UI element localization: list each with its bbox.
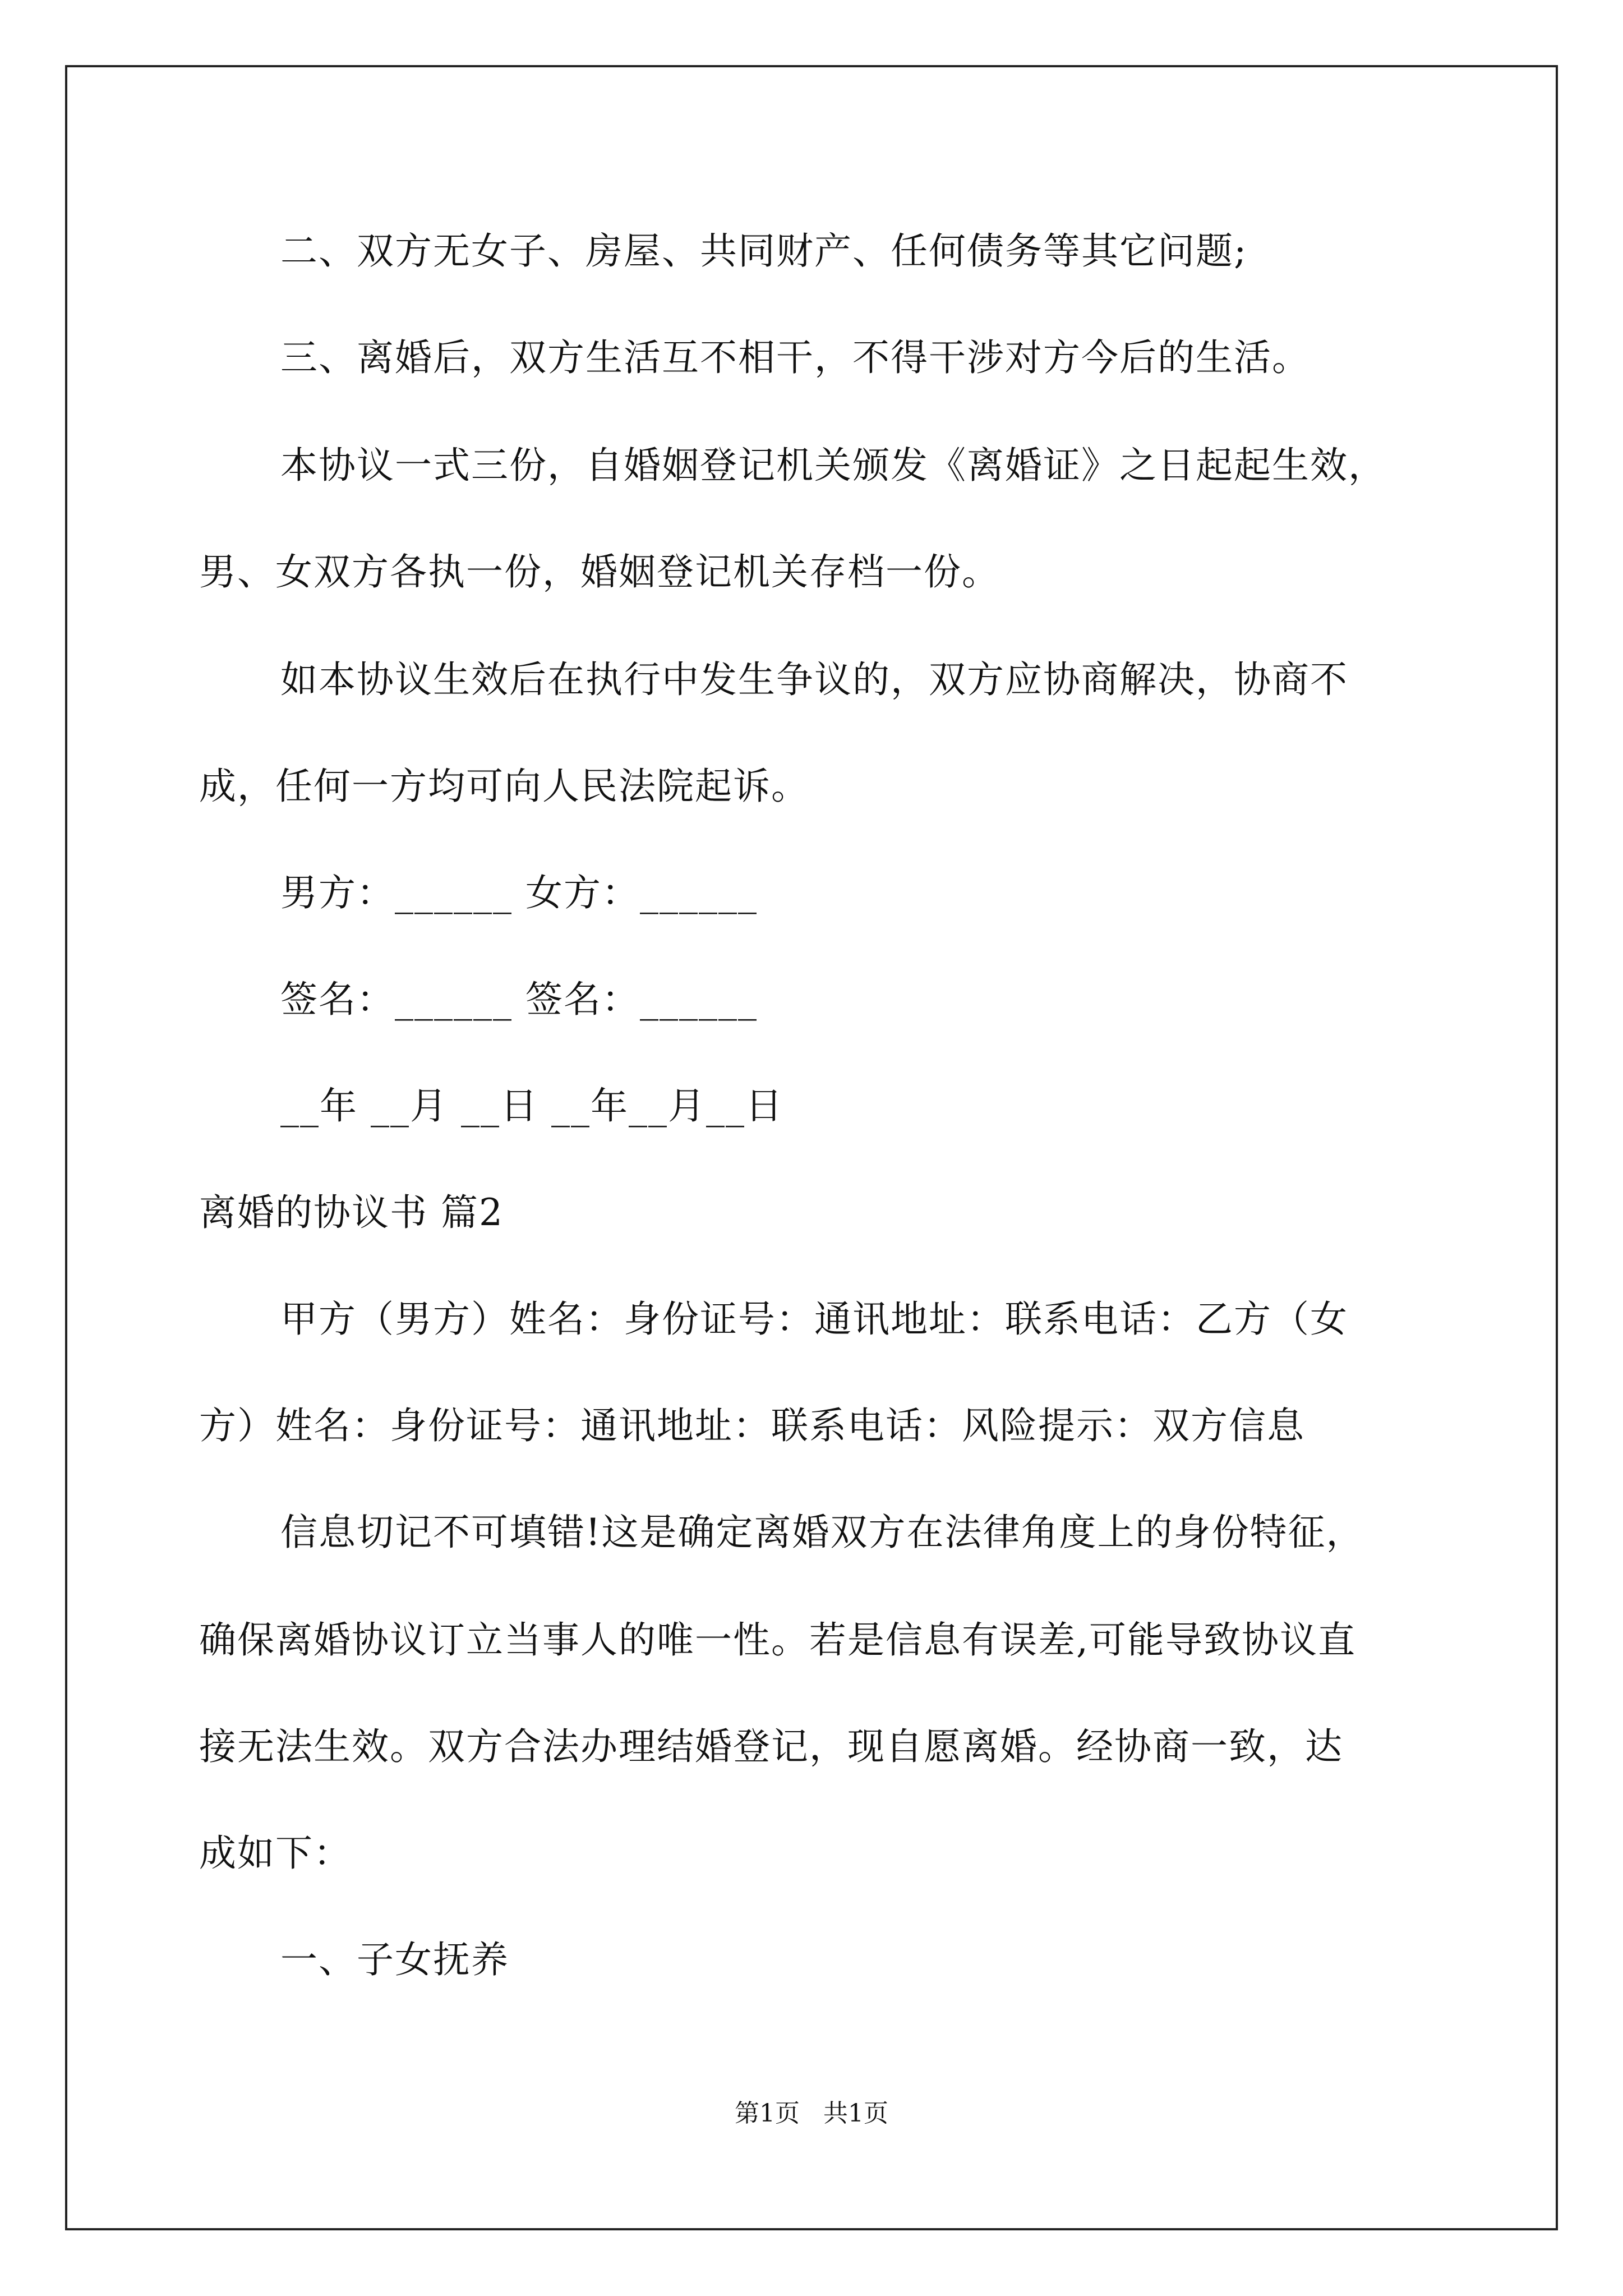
dispute-paragraph-line-2: 成，任何一方均可向人民法院起诉。: [199, 765, 809, 808]
clause-three: 三、离婚后，双方生活互不相干，不得干涉对方今后的生活。: [280, 336, 1310, 379]
page-border: [65, 65, 1558, 2230]
notice-paragraph-line-3: 接无法生效。双方合法办理结婚登记，现自愿离婚。经协商一致，达: [199, 1725, 1343, 1768]
clause-two: 二、双方无女子、房屋、共同财产、任何债务等其它问题;: [280, 229, 1248, 273]
page-total: 共1页: [823, 2099, 888, 2128]
party-names-row: 男方：______ 女方：______: [280, 871, 758, 914]
child-custody-heading: 一、子女抚养: [280, 1938, 509, 1981]
signature-row: 签名：______ 签名：______: [280, 978, 758, 1021]
copies-paragraph-line-1: 本协议一式三份，自婚姻登记机关颁发《离婚证》之日起起生效，: [280, 444, 1386, 487]
date-row: __年 __月 __日 __年__月__日: [280, 1084, 783, 1128]
copies-paragraph-line-2: 男、女双方各执一份，婚姻登记机关存档一份。: [199, 550, 1000, 593]
party-info-line-2: 方）姓名：身份证号：通讯地址：联系电话：风险提示：双方信息: [199, 1404, 1305, 1447]
party-info-line-1: 甲方（男方）姓名：身份证号：通讯地址：联系电话：乙方（女: [280, 1297, 1348, 1341]
notice-paragraph-line-4: 成如下：: [199, 1832, 352, 1875]
notice-paragraph-line-2: 确保离婚协议订立当事人的唯一性。若是信息有误差,可能导致协议直: [199, 1618, 1356, 1662]
page-number: 第1页: [735, 2099, 800, 2128]
page-footer: [0, 2098, 1623, 2129]
notice-paragraph-line-1: 信息切记不可填错!这是确定离婚双方在法律角度上的身份特征，: [280, 1511, 1364, 1554]
dispute-paragraph-line-1: 如本协议生效后在执行中发生争议的，双方应协商解决，协商不: [280, 658, 1348, 701]
section-heading: 离婚的协议书 篇2: [199, 1191, 504, 1234]
